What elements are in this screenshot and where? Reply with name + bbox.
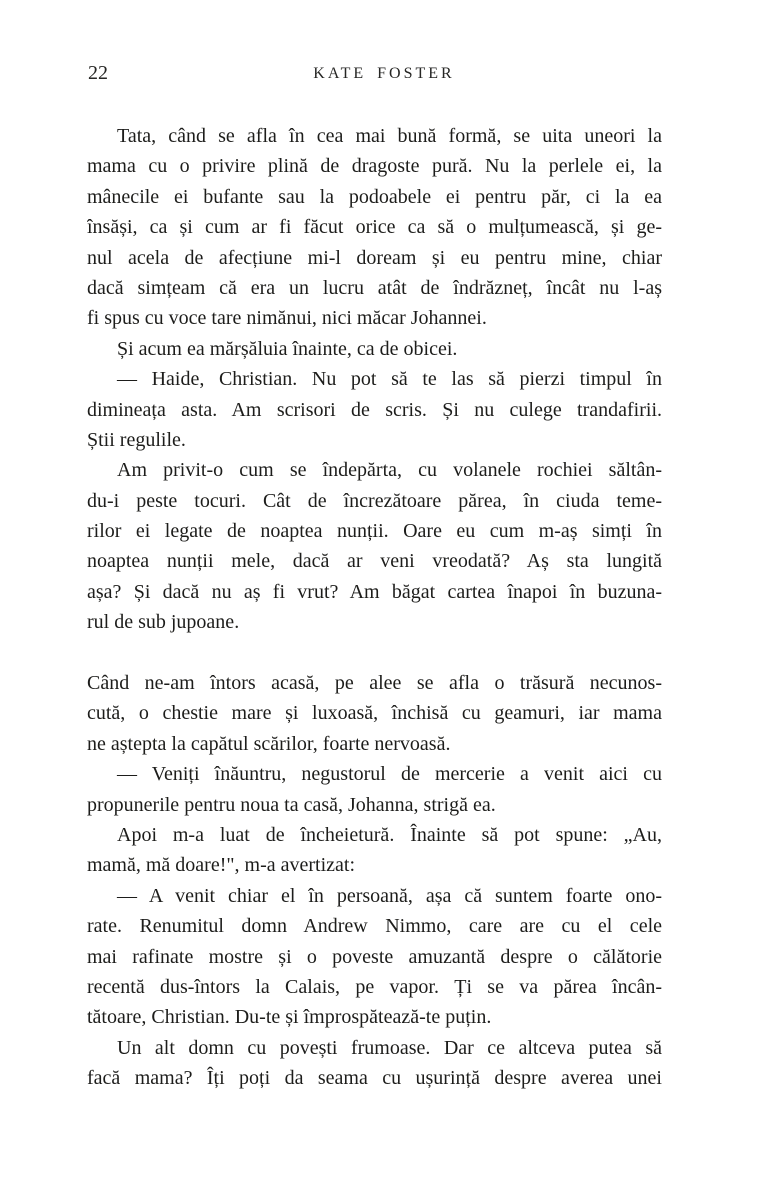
paragraph bbox=[87, 759, 662, 820]
text-line: du-i peste tocuri. Cât de încrezătoare părea, în ciuda teme- bbox=[87, 489, 662, 512]
page-header bbox=[0, 60, 768, 86]
text-line: mai rafinate mostre și o poveste amuzantă despre o călătorie bbox=[87, 945, 662, 968]
paragraph bbox=[87, 881, 662, 1033]
text-line: Știi regulile. bbox=[87, 428, 186, 451]
running-title: KATE FOSTER bbox=[313, 65, 455, 82]
paragraph bbox=[87, 364, 662, 455]
text-line: — Veniți înăuntru, negustorul de mercerie a venit aici cu bbox=[117, 763, 662, 786]
paragraph bbox=[87, 1033, 662, 1094]
text-line: ne aștepta la capătul scărilor, foarte nervoasă. bbox=[87, 732, 451, 755]
text-line: Când ne-am întors acasă, pe alee se afla o trăsură necunos- bbox=[87, 672, 662, 695]
paragraph bbox=[87, 455, 662, 637]
text-line: Un alt domn cu povești frumoase. Dar ce altceva putea să bbox=[117, 1036, 662, 1059]
text-line: — A venit chiar el în persoană, așa că suntem foarte ono- bbox=[117, 884, 662, 907]
text-line: noaptea nunții mele, dacă ar veni vreodată? Aș sta lungită bbox=[87, 550, 662, 573]
text-line: însăși, ca și cum ar fi făcut orice ca să o mulțumească, și ge- bbox=[87, 216, 662, 239]
text-line: tătoare, Christian. Du-te și împrospătează-te puțin. bbox=[87, 1006, 492, 1029]
text-line: dimineața asta. Am scrisori de scris. Și nu culege trandafirii. bbox=[87, 398, 662, 421]
text-line: nul acela de afecțiune mi-l doream și eu pentru mine, chiar bbox=[87, 246, 662, 269]
text-line: rilor ei legate de noaptea nunții. Oare eu cum m-aș simți în bbox=[87, 520, 662, 543]
text-line: — Haide, Christian. Nu pot să te las să pierzi timpul în bbox=[117, 368, 662, 391]
paragraph bbox=[87, 121, 662, 334]
text-line: Și acum ea mărșăluia înainte, ca de obicei. bbox=[117, 337, 458, 360]
paragraph bbox=[87, 820, 662, 881]
text-line: mânecile ei bufante sau la podoabele ei pentru păr, ci la ea bbox=[87, 185, 662, 208]
text-line: rate. Renumitul domn Andrew Nimmo, care are cu el cele bbox=[87, 915, 662, 938]
page-number: 22 bbox=[88, 62, 108, 84]
text-line: recentă dus-întors la Calais, pe vapor. Ți se va părea încân- bbox=[87, 975, 662, 998]
text-line: mamă, mă doare!", m-a avertizat: bbox=[87, 854, 356, 877]
paragraph bbox=[87, 334, 662, 364]
text-line: așa? Și dacă nu aș fi vrut? Am băgat cartea înapoi în buzuna- bbox=[87, 580, 662, 603]
text-line: Tata, când se afla în cea mai bună formă, se uita uneori la bbox=[117, 125, 662, 147]
text-line: Apoi m-a luat de încheietură. Înainte să pot spune: „Au, bbox=[117, 823, 662, 846]
text-line: fi spus cu voce tare nimănui, nici măcar Johannei. bbox=[87, 307, 487, 330]
body-text-block bbox=[87, 121, 662, 1094]
text-line: mama cu o privire plină de dragoste pură. Nu la perlele ei, la bbox=[87, 155, 662, 178]
text-line: facă mama? Îți poți da seama cu ușurință despre averea unei bbox=[87, 1067, 662, 1090]
text-line: rul de sub jupoane. bbox=[87, 611, 240, 634]
text-line: propunerile pentru noua ta casă, Johanna, strigă ea. bbox=[87, 793, 496, 816]
text-line: cută, o chestie mare și luxoasă, închisă cu geamuri, iar mama bbox=[87, 702, 662, 725]
text-line: dacă simțeam că era un lucru atât de îndrăzneț, încât nu l-aș bbox=[87, 276, 662, 299]
text-line: Am privit-o cum se îndepărta, cu volanele rochiei săltân- bbox=[117, 459, 662, 482]
paragraph bbox=[87, 668, 662, 759]
